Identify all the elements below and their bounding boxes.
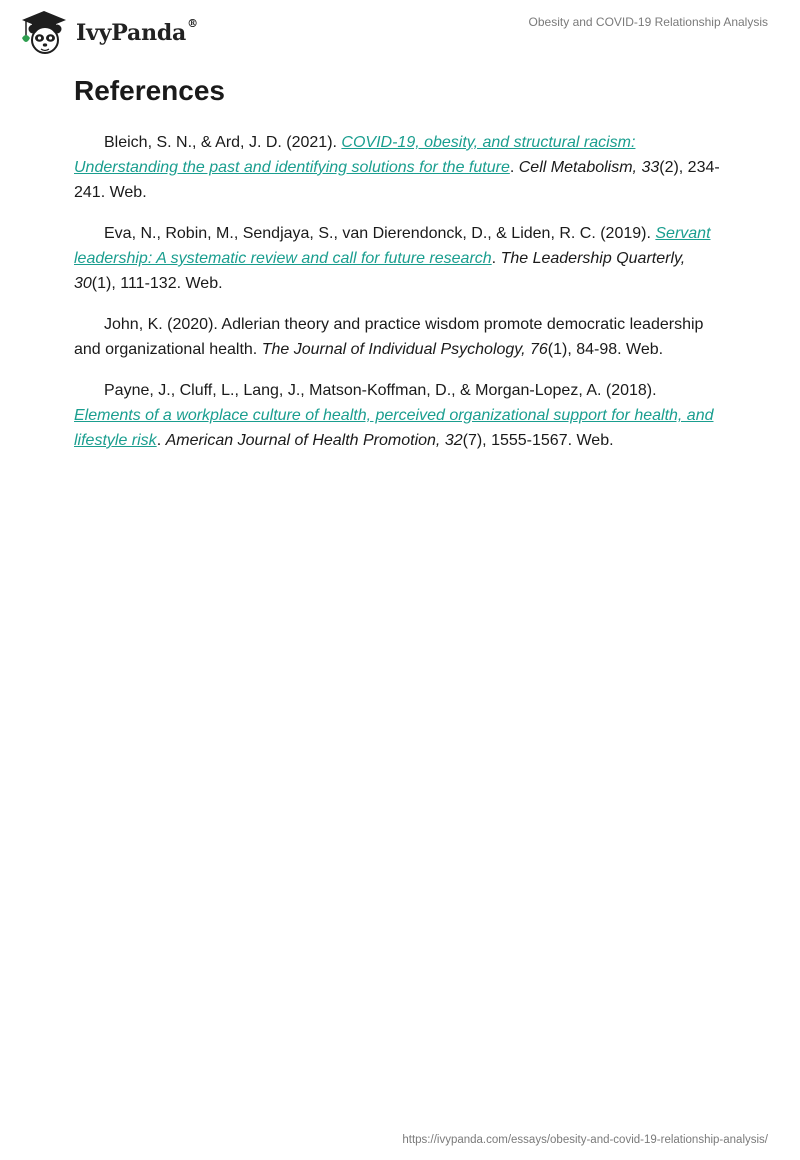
reference-item — [74, 312, 724, 362]
reference-authors: Bleich, S. N., & Ard, J. D. (2021). — [104, 134, 342, 151]
reference-journal: The Leadership Quarterly, 30 — [74, 250, 686, 292]
reference-item — [74, 378, 724, 453]
reference-journal: American Journal of Health Promotion, 32 — [165, 432, 463, 449]
ivypanda-logo[interactable] — [14, 8, 198, 56]
reference-details: (2), 234-241. Web. — [74, 159, 720, 201]
page-header — [0, 0, 800, 60]
page-title: References — [74, 75, 225, 106]
references-section — [74, 72, 724, 469]
logo-wordmark: IvyPanda® — [76, 17, 198, 46]
reference-text: John, K. (2020). Adlerian theory and practice wisdom promote democratic leadership and organizational health. — [74, 316, 704, 358]
reference-authors: Eva, N., Robin, M., Sendjaya, S., van Dierendonck, D., & Liden, R. C. (2019). — [104, 225, 656, 242]
reference-link[interactable]: Elements of a workplace culture of health, perceived organizational support for health, and lifestyle risk — [74, 407, 714, 449]
reference-item — [74, 130, 724, 205]
reference-link[interactable]: Servant leadership: A systematic review and call for future research — [74, 225, 711, 267]
reference-punct: . — [156, 432, 166, 449]
source-url[interactable]: https://ivypanda.com/essays/obesity-and-covid-19-relationship-analysis/ — [402, 1134, 768, 1146]
reference-item — [74, 221, 724, 296]
reference-link[interactable]: COVID-19, obesity, and structural racism: Understanding the past and identifying solutions for the future — [74, 134, 636, 176]
reference-punct: . — [509, 159, 519, 176]
reference-journal: Cell Metabolism, 33 — [518, 159, 660, 176]
registered-mark: ® — [187, 17, 198, 30]
panda-graduate-icon — [14, 8, 72, 56]
reference-journal: The Journal of Individual Psychology, 76 — [261, 341, 548, 358]
reference-details: (1), 84-98. Web. — [547, 341, 664, 358]
reference-details: (7), 1555-1567. Web. — [462, 432, 614, 449]
document-title: Obesity and COVID-19 Relationship Analysis — [528, 15, 768, 29]
reference-details: (1), 111-132. Web. — [91, 275, 223, 292]
reference-punct: . — [491, 250, 501, 267]
reference-authors: Payne, J., Cluff, L., Lang, J., Matson-Koffman, D., & Morgan-Lopez, A. (2018). — [104, 382, 657, 399]
